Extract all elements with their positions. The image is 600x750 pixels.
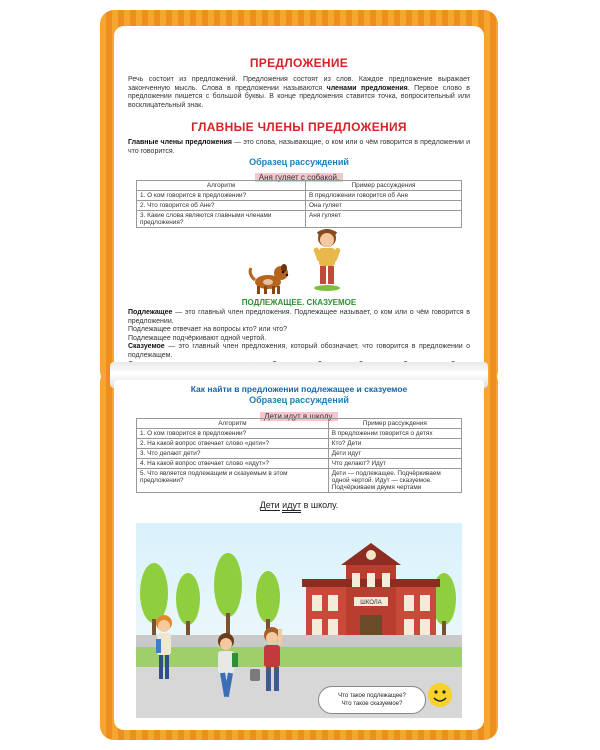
sample-sentence-text: Аня гуляет с собакой.: [255, 173, 343, 182]
page-title: ПРЕДЛОЖЕНИЕ: [249, 56, 349, 70]
dog-illustration: [244, 262, 292, 296]
table-cell: 2. На какой вопрос отвечает слово «дети»?: [137, 439, 329, 449]
definition-term: Главные члены предложения: [128, 139, 232, 146]
table-row: [137, 459, 462, 469]
table-cell: Дети — подлежащее. Подчёркиваем одной чертой. Идут — сказуемое. Подчёркиваем двумя чертами: [328, 469, 461, 493]
table-row: [137, 201, 462, 211]
table-row: [137, 429, 462, 439]
subject-predicate-title: ПОДЛЕЖАЩЕЕ. СКАЗУЕМОЕ: [241, 298, 357, 307]
predicate-word: идут: [282, 500, 301, 513]
speech-bubble: [318, 686, 426, 714]
intro-paragraph: [128, 76, 470, 110]
table-cell: Кто? Дети: [328, 439, 461, 449]
table-cell: В предложении говорится об Ане: [306, 191, 462, 201]
bubble-question-1: Что такое подлежащее?: [338, 693, 406, 699]
subject-text: — это главный член предложения. Подлежащее называет, о ком или о чём говорится в предложении.: [128, 309, 470, 325]
table-cell: 3. Что делают дети?: [137, 449, 329, 459]
subject-definition: [128, 309, 470, 326]
table-row: [137, 191, 462, 201]
table-cell: В предложении говорится о детях: [328, 429, 461, 439]
school-sign: ШКОЛА: [360, 600, 382, 606]
subject-questions: Подлежащее отвечает на вопросы кто? или что?: [128, 326, 288, 334]
intro-term: членами предложения: [326, 84, 408, 92]
table-cell: 1. О ком говорится в предложении?: [137, 191, 306, 201]
definition-text: — это слова, называющие, о ком или о чём говорится в предложении и что говорится.: [128, 139, 470, 155]
sentence-rest: в школу.: [301, 500, 339, 510]
bottom-page: [114, 380, 484, 730]
table-header-cell: Пример рассуждения: [306, 181, 462, 191]
definition-paragraph: [128, 139, 470, 156]
sample-table: [136, 180, 462, 228]
how-to-find-title: Как найти в предложении подлежащее и сказуемое: [190, 384, 408, 394]
bottom-sample-table: [136, 418, 462, 493]
table-header-cell: Пример рассуждения: [328, 419, 461, 429]
table-cell: 4. На какой вопрос отвечает слово «идут»?: [137, 459, 329, 469]
table-header-cell: Алгоритм: [137, 419, 329, 429]
subject-word: Дети: [259, 500, 280, 510]
main-members-title: ГЛАВНЫЕ ЧЛЕНЫ ПРЕДЛОЖЕНИЯ: [191, 120, 407, 134]
top-page: [114, 26, 484, 371]
table-cell: 5. Что является подлежащим и сказуемым в этом предложении?: [137, 469, 329, 493]
table-row: [137, 439, 462, 449]
bubble-question-2: Что такое сказуемое?: [341, 701, 403, 707]
predicate-text: — это главный член предложения, который обозначает, что говорится в предложении о подлежащем.: [128, 343, 470, 359]
table-cell: Что делают? Идут: [328, 459, 461, 469]
table-cell: Она гуляет: [306, 201, 462, 211]
table-cell: 3. Какие слова являются главными членами предложения?: [137, 211, 306, 228]
table-cell: Аня гуляет: [306, 211, 462, 228]
book: [100, 10, 498, 740]
table-header-row: [137, 419, 462, 429]
school-scene: [136, 523, 462, 718]
bottom-sample-sentence-text: Дети идут в школу.: [260, 412, 338, 421]
predicate-term: Сказуемое: [128, 343, 165, 351]
table-row: [137, 469, 462, 493]
predicate-definition: [128, 343, 470, 360]
table-cell: Дети идут: [328, 449, 461, 459]
table-row: [137, 449, 462, 459]
table-cell: 2. Что говорится об Ане?: [137, 201, 306, 211]
table-row: [137, 211, 462, 228]
smiley-icon: [428, 683, 452, 707]
girl-illustration: [310, 226, 344, 294]
table-header-cell: Алгоритм: [137, 181, 306, 191]
sample-heading: Образец рассуждений: [249, 157, 349, 167]
underlined-sentence: [114, 500, 484, 510]
bottom-sample-heading: Образец рассуждений: [249, 395, 349, 405]
intro-text-c: . Первое слово в предложении пишется с большой буквы. В конце предложения ставится точка, вопросительный или восклицательный знак.: [128, 84, 470, 109]
subject-underline-rule: Подлежащее подчёркивают одной чертой.: [128, 334, 267, 342]
intro-text-a: Речь состоит из предложений. Предложения состоят из слов. Каждое предложение выражает законченную мысль. Слова в предложении называются: [128, 76, 470, 92]
subject-term: Подлежащее: [128, 309, 173, 316]
table-cell: 1. О ком говорится в предложении?: [137, 429, 329, 439]
table-header-row: [137, 181, 462, 191]
